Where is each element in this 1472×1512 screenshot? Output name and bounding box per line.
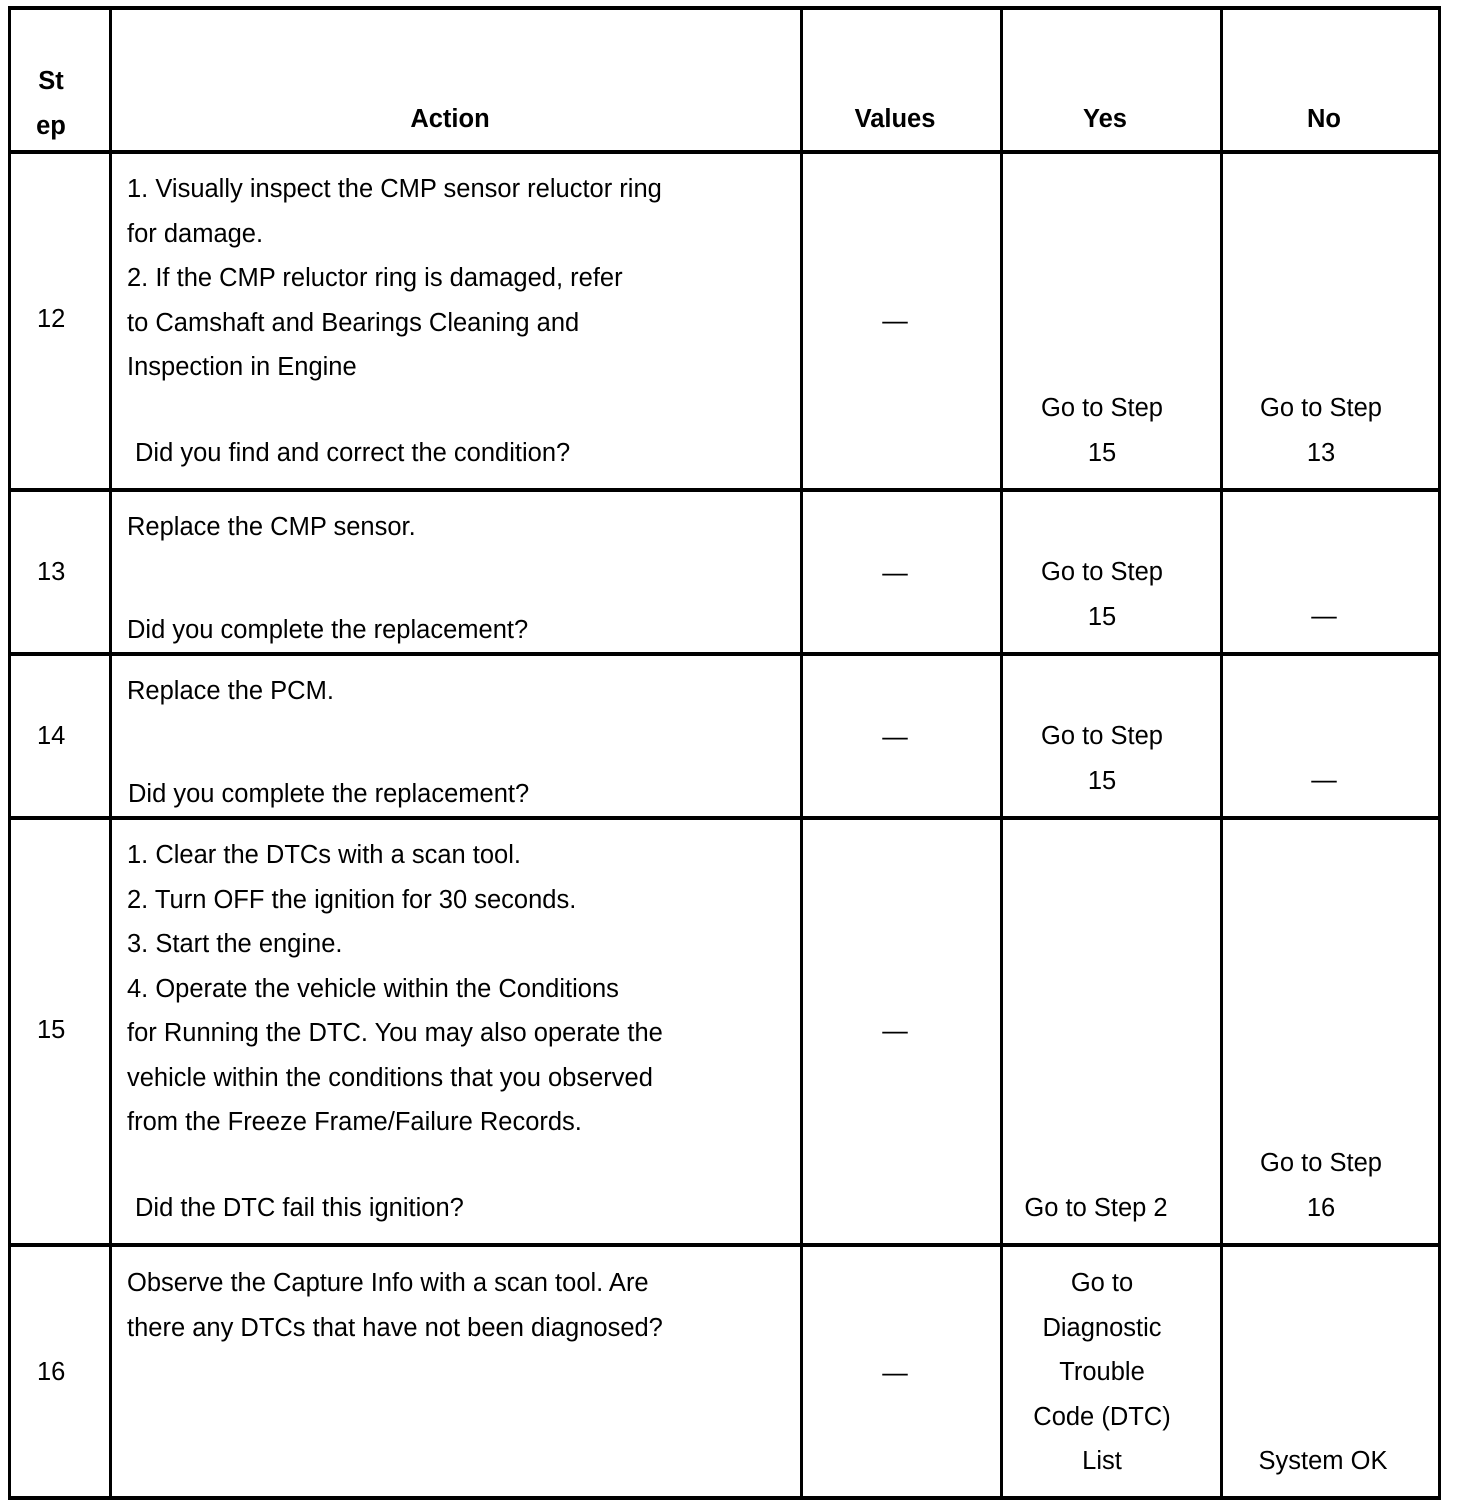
action-line: 1. Visually inspect the CMP sensor reluctor ring	[127, 175, 662, 203]
yes-cell: Go to Step 2	[1024, 1194, 1168, 1222]
no-cell	[1223, 386, 1419, 475]
yes-line: Go to Step	[1041, 722, 1163, 750]
yes-cell	[1003, 550, 1201, 639]
no-line: 13	[1306, 438, 1336, 467]
values-cell: —	[882, 1017, 908, 1045]
table-border-bottom	[8, 1496, 1441, 1500]
no-cell: —	[1311, 602, 1337, 630]
header-action: Action	[410, 105, 490, 133]
no-line: 16	[1306, 1193, 1336, 1222]
yes-cell	[1003, 1261, 1201, 1484]
table-border-right	[1438, 6, 1441, 1500]
yes-line: Code (DTC)	[1033, 1402, 1171, 1431]
step-number: 13	[37, 558, 66, 586]
yes-line: List	[1082, 1447, 1122, 1475]
row-divider	[8, 1243, 1441, 1247]
action-question: Did the DTC fail this ignition?	[135, 1194, 464, 1222]
step-number: 14	[37, 722, 66, 750]
header-step-line: St	[38, 67, 64, 95]
no-line: Go to Step	[1260, 394, 1382, 422]
action-line: for damage.	[127, 219, 264, 248]
action-line: to Camshaft and Bearings Cleaning and	[127, 308, 580, 337]
column-divider	[1220, 6, 1223, 1500]
no-line: Go to Step	[1260, 1149, 1382, 1177]
action-question: Did you complete the replacement?	[128, 780, 530, 808]
action-line: from the Freeze Frame/Failure Records.	[127, 1108, 582, 1136]
action-text	[127, 167, 662, 390]
step-number: 12	[37, 305, 66, 333]
action-line: 4. Operate the vehicle within the Conditions	[127, 974, 619, 1003]
action-line: Replace the PCM.	[127, 677, 334, 705]
column-divider	[109, 6, 112, 1500]
action-question: Did you find and correct the condition?	[135, 439, 571, 467]
values-cell: —	[882, 1359, 908, 1387]
action-line: vehicle within the conditions that you observed	[127, 1063, 653, 1092]
action-line: 2. Turn OFF the ignition for 30 seconds.	[127, 885, 577, 914]
values-cell: —	[882, 723, 908, 751]
yes-line: Go to Step	[1041, 558, 1163, 586]
yes-cell	[1003, 386, 1201, 475]
action-line: Replace the CMP sensor.	[127, 513, 416, 541]
yes-line: Trouble	[1059, 1358, 1145, 1386]
yes-line: 15	[1087, 602, 1117, 631]
header-step	[10, 59, 92, 148]
yes-line: Diagnostic	[1042, 1313, 1162, 1342]
values-cell: —	[882, 559, 908, 587]
header-values: Values	[854, 105, 936, 133]
yes-cell	[1003, 714, 1201, 803]
action-line: 2. If the CMP reluctor ring is damaged, refer	[127, 264, 623, 292]
row-divider	[8, 652, 1441, 656]
action-text	[127, 833, 663, 1145]
action-text	[127, 1261, 663, 1350]
yes-line: 15	[1087, 438, 1117, 467]
action-line: Observe the Capture Info with a scan tool. Are	[127, 1269, 649, 1297]
yes-line: Go to Step	[1041, 394, 1163, 422]
action-question: Did you complete the replacement?	[127, 616, 529, 644]
yes-line: 15	[1087, 766, 1117, 795]
action-line: there any DTCs that have not been diagnosed?	[127, 1313, 663, 1342]
no-cell: —	[1311, 766, 1337, 794]
yes-line: Go to	[1070, 1269, 1134, 1297]
step-number: 15	[37, 1016, 66, 1044]
header-yes: Yes	[1083, 105, 1127, 133]
action-line: for Running the DTC. You may also operate the	[127, 1019, 663, 1047]
table-border-top	[8, 6, 1441, 10]
action-line: 1. Clear the DTCs with a scan tool.	[127, 841, 521, 869]
action-line: 3. Start the engine.	[127, 930, 343, 958]
header-no: No	[1307, 105, 1341, 133]
values-cell: —	[882, 307, 908, 335]
no-cell	[1223, 1141, 1419, 1230]
table-border-left	[8, 6, 11, 1500]
row-divider	[8, 816, 1441, 820]
row-divider	[8, 488, 1441, 492]
action-line: Inspection in Engine	[127, 353, 357, 381]
header-step-line: ep	[36, 111, 66, 140]
no-cell: System OK	[1258, 1447, 1388, 1475]
header-row-divider	[8, 150, 1441, 154]
step-number: 16	[37, 1358, 66, 1386]
